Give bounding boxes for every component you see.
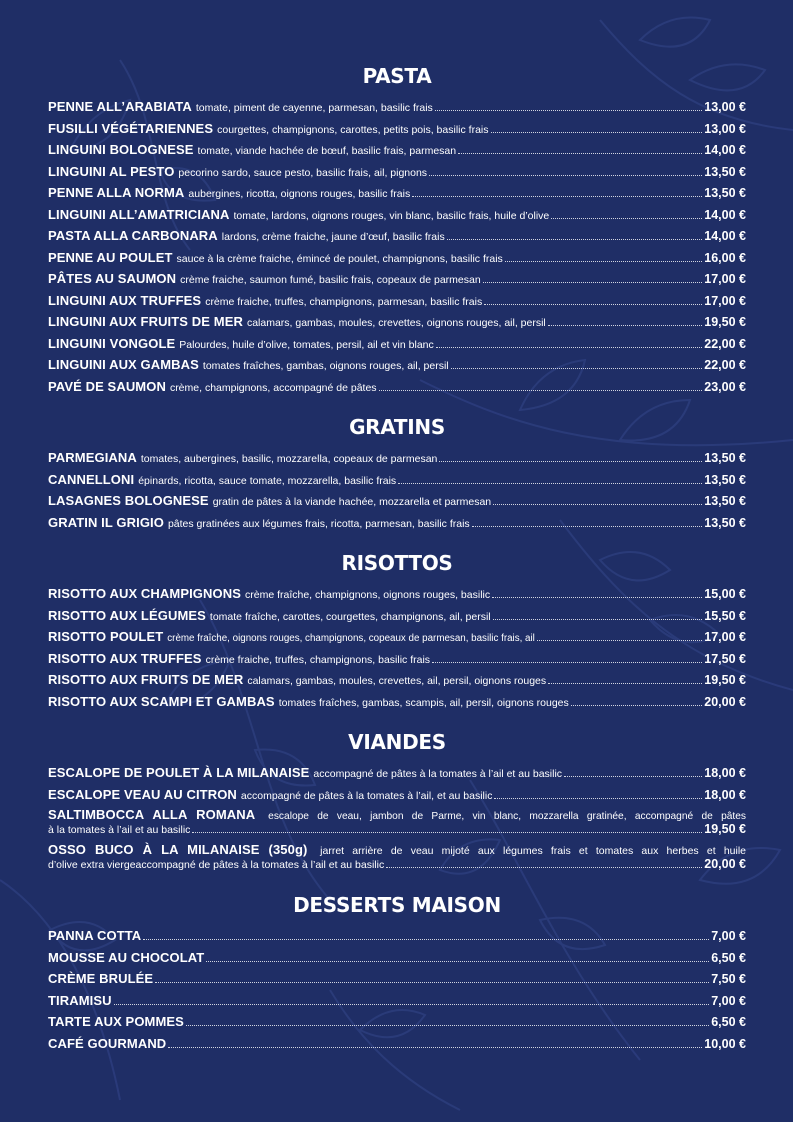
- item-price: 14,00 €: [704, 207, 746, 222]
- menu-item: [48, 583, 746, 605]
- item-name: CANNELLONI: [48, 471, 135, 487]
- item-desc: crème fraîche, oignons rouges, champignons, copeaux de parmesan, basilic frais, ail: [167, 633, 535, 644]
- item-price: 10,00 €: [704, 1036, 746, 1051]
- dot-leader: [412, 196, 702, 197]
- item-price: 17,50 €: [704, 651, 746, 666]
- dot-leader: [429, 175, 702, 176]
- menu-item: [48, 784, 746, 806]
- dot-leader: [386, 867, 702, 868]
- item-name: LINGUINI AL PESTO: [48, 163, 175, 179]
- item-line: [48, 858, 746, 873]
- section-title: RISOTTOS: [341, 551, 453, 575]
- dot-leader: [548, 683, 702, 684]
- item-name: ESCALOPE VEAU AU CITRON: [48, 786, 237, 802]
- menu-item: [48, 762, 746, 784]
- item-name: RISOTTO AUX SCAMPI ET GAMBAS: [48, 693, 275, 709]
- dot-leader: [143, 939, 709, 940]
- menu-item: [48, 691, 746, 713]
- item-price: 18,00 €: [704, 766, 746, 780]
- dot-leader: [155, 982, 709, 983]
- item-desc: crème fraîche, champignons, oignons rouges, basilic: [244, 589, 491, 601]
- menu-item: [48, 1011, 746, 1033]
- item-desc: crème fraiche, truffes, champignons, parmesan, basilic frais: [205, 295, 483, 308]
- item-name: PASTA ALLA CARBONARA: [48, 228, 218, 243]
- dot-leader: [168, 1047, 702, 1048]
- menu-item: [48, 376, 746, 398]
- menu-item: [48, 947, 746, 969]
- dot-leader: [192, 832, 702, 833]
- item-desc: escalope de veau, jambon de Parme, vin blanc, mozzarella gratinée, accompagné de pâtes: [268, 811, 747, 822]
- dot-leader: [439, 461, 702, 462]
- menu-item: [48, 490, 746, 512]
- item-name: RISOTTO AUX CHAMPIGNONS: [48, 586, 241, 601]
- menu-item: [48, 268, 746, 290]
- section-gratins: [48, 413, 746, 533]
- item-name: FUSILLI VÉGÉTARIENNES: [48, 120, 214, 136]
- item-desc: jarret arrière de veau mijoté aux légumes frais et tomates aux herbes et huile: [320, 845, 746, 857]
- menu-item: [48, 669, 746, 691]
- spacer: [48, 875, 746, 891]
- item-line: [48, 808, 746, 823]
- menu-item: [48, 626, 746, 648]
- menu-item: [48, 96, 746, 118]
- dot-leader: [493, 504, 702, 505]
- dot-leader: [379, 390, 703, 391]
- item-price: 17,00 €: [704, 630, 746, 644]
- item-name: RISOTTO AUX FRUITS DE MER: [48, 672, 244, 687]
- item-name: PENNE ALLA NORMA: [48, 185, 185, 200]
- dot-leader: [484, 304, 702, 305]
- item-price: 17,00 €: [704, 272, 746, 286]
- item-name: GRATIN IL GRIGIO: [48, 514, 164, 530]
- menu-item: [48, 512, 746, 534]
- item-desc: tomates, aubergines, basilic, mozzarella, copeaux de parmesan: [140, 453, 438, 465]
- item-name: LINGUINI AUX GAMBAS: [48, 357, 199, 372]
- item-desc: accompagné de pâtes à la tomates à l’ail, et au basilic: [240, 789, 493, 802]
- item-name: OSSO BUCO À LA MILANAISE (350g): [48, 842, 308, 857]
- section-viandes: [48, 728, 746, 875]
- item-price: 19,50 €: [704, 673, 746, 687]
- item-line: [48, 843, 746, 858]
- item-price: 13,00 €: [704, 121, 746, 136]
- item-name: CAFÉ GOURMAND: [48, 1035, 167, 1051]
- dot-leader: [571, 705, 703, 706]
- item-price: 23,00 €: [704, 379, 746, 394]
- item-price: 20,00 €: [704, 857, 746, 871]
- dot-leader: [114, 1004, 710, 1005]
- item-desc: pâtes gratinées aux légumes frais, ricotta, parmesan, basilic frais: [167, 517, 470, 530]
- dot-leader: [472, 526, 703, 527]
- menu-item: [48, 161, 746, 183]
- section-title: DESSERTS MAISON: [293, 893, 501, 917]
- item-name: PENNE ALL’ARABIATA: [48, 99, 192, 114]
- item-desc: épinards, ricotta, sauce tomate, mozzarella, basilic frais: [138, 474, 397, 487]
- section-pasta: [48, 62, 746, 397]
- item-name: LINGUINI ALL’AMATRICIANA: [48, 206, 230, 222]
- item-price: 14,00 €: [704, 143, 746, 157]
- item-price: 7,00 €: [711, 929, 746, 943]
- dot-leader: [491, 132, 703, 133]
- item-desc: calamars, gambas, moules, crevettes, oignons rouges, ail, persil: [246, 317, 546, 329]
- item-price: 17,00 €: [704, 293, 746, 308]
- item-price: 7,50 €: [711, 972, 746, 986]
- section-risottos: [48, 549, 746, 712]
- item-price: 13,50 €: [704, 472, 746, 487]
- dot-leader: [492, 597, 702, 598]
- item-name: LASAGNES BOLOGNESE: [48, 493, 209, 508]
- item-desc: tomate, viande hachée de bœuf, basilic frais, parmesan: [197, 145, 457, 157]
- item-desc-continued: à la tomates à l’ail et au basilic: [48, 824, 191, 836]
- item-name: LINGUINI AUX FRUITS DE MER: [48, 314, 243, 329]
- item-price: 13,50 €: [704, 515, 746, 530]
- dot-leader: [432, 662, 702, 663]
- item-name: PAVÉ DE SAUMON: [48, 378, 166, 394]
- item-name: PARMEGIANA: [48, 450, 137, 465]
- item-price: 22,00 €: [704, 358, 746, 372]
- item-price: 6,50 €: [711, 950, 746, 965]
- item-desc-continued: d’olive extra viergeaccompagné de pâtes à la tomates à l’ail et au basilic: [48, 859, 385, 871]
- item-line: [48, 823, 746, 838]
- menu-item: [48, 990, 746, 1012]
- item-desc: calamars, gambas, moules, crevettes, ail, persil, oignons rouges: [247, 675, 547, 687]
- item-desc: Palourdes, huile d’olive, tomates, persil, ail et vin blanc: [179, 338, 434, 351]
- item-name: LINGUINI AUX TRUFFES: [48, 292, 202, 308]
- item-desc: tomate fraîche, carottes, courgettes, champignons, ail, persil: [209, 610, 491, 623]
- menu-item: [48, 840, 746, 875]
- item-name: PENNE AU POULET: [48, 249, 173, 265]
- menu: [48, 62, 746, 1054]
- item-desc: pecorino sardo, sauce pesto, basilic frais, ail, pignons: [178, 166, 428, 179]
- item-price: 18,00 €: [704, 787, 746, 802]
- item-price: 13,50 €: [704, 494, 746, 508]
- menu-item: [48, 182, 746, 204]
- item-name: TIRAMISU: [48, 992, 112, 1008]
- dot-leader: [458, 153, 702, 154]
- dot-leader: [206, 961, 709, 962]
- item-desc: aubergines, ricotta, oignons rouges, basilic frais: [188, 188, 411, 200]
- item-name: TARTE AUX POMMES: [48, 1014, 184, 1029]
- dot-leader: [548, 325, 703, 326]
- dot-leader: [398, 483, 702, 484]
- section-title: GRATINS: [349, 415, 445, 439]
- item-name: SALTIMBOCCA ALLA ROMANA: [48, 807, 256, 822]
- section-desserts: [48, 891, 746, 1054]
- menu-item: [48, 605, 746, 627]
- item-price: 13,50 €: [704, 451, 746, 465]
- item-desc: crème fraiche, saumon fumé, basilic frais, copeaux de parmesan: [180, 274, 481, 286]
- dot-leader: [451, 368, 703, 369]
- item-desc: sauce à la crème fraiche, émincé de poulet, champignons, basilic frais: [176, 252, 503, 265]
- item-name: CRÈME BRULÉE: [48, 971, 154, 986]
- item-desc: gratin de pâtes à la viande hachée, mozzarella et parmesan: [212, 496, 492, 508]
- item-name: LINGUINI VONGOLE: [48, 335, 176, 351]
- spacer: [48, 397, 746, 413]
- section-title: PASTA: [362, 64, 432, 88]
- menu-item: [48, 805, 746, 840]
- item-price: 19,50 €: [704, 315, 746, 329]
- item-price: 20,00 €: [704, 694, 746, 709]
- item-desc: lardons, crème fraiche, jaune d’œuf, basilic frais: [221, 231, 445, 243]
- menu-item: [48, 311, 746, 333]
- menu-item: [48, 290, 746, 312]
- dot-leader: [436, 347, 703, 348]
- dot-leader: [435, 110, 702, 111]
- item-price: 15,50 €: [704, 608, 746, 623]
- item-name: PANNA COTTA: [48, 928, 142, 943]
- dot-leader: [564, 776, 702, 777]
- menu-item: [48, 925, 746, 947]
- menu-item: [48, 469, 746, 491]
- item-price: 13,50 €: [704, 186, 746, 200]
- section-title: VIANDES: [348, 730, 446, 754]
- item-price: 22,00 €: [704, 336, 746, 351]
- dot-leader: [537, 640, 702, 641]
- spacer: [48, 533, 746, 549]
- menu-item: [48, 204, 746, 226]
- item-desc: crème fraiche, truffes, champignons, basilic frais: [205, 653, 431, 666]
- item-name: RISOTTO AUX LÉGUMES: [48, 607, 206, 623]
- menu-item: [48, 139, 746, 161]
- item-desc: tomates fraîches, gambas, scampis, ail, persil, oignons rouges: [278, 696, 569, 709]
- item-name: LINGUINI BOLOGNESE: [48, 142, 194, 157]
- menu-item: [48, 1033, 746, 1055]
- dot-leader: [494, 798, 702, 799]
- item-price: 6,50 €: [711, 1015, 746, 1029]
- item-price: 15,00 €: [704, 587, 746, 601]
- item-desc: tomate, lardons, oignons rouges, vin blanc, basilic frais, huile d’olive: [233, 209, 550, 222]
- item-name: PÂTES AU SAUMON: [48, 271, 177, 286]
- item-price: 16,00 €: [704, 250, 746, 265]
- item-name: RISOTTO POULET: [48, 629, 164, 644]
- item-price: 7,00 €: [711, 993, 746, 1008]
- menu-item: [48, 648, 746, 670]
- item-price: 13,50 €: [704, 164, 746, 179]
- item-desc: tomates fraîches, gambas, oignons rouges, ail, persil: [202, 360, 449, 372]
- dot-leader: [447, 239, 703, 240]
- item-price: 13,00 €: [704, 100, 746, 114]
- menu-item: [48, 225, 746, 247]
- dot-leader: [186, 1025, 709, 1026]
- item-desc: crème, champignons, accompagné de pâtes: [169, 381, 377, 394]
- item-name: RISOTTO AUX TRUFFES: [48, 650, 202, 666]
- menu-item: [48, 447, 746, 469]
- dot-leader: [551, 218, 702, 219]
- menu-item: [48, 118, 746, 140]
- item-name: MOUSSE AU CHOCOLAT: [48, 949, 205, 965]
- spacer: [48, 712, 746, 728]
- item-desc: tomate, piment de cayenne, parmesan, basilic frais: [195, 102, 433, 114]
- item-desc: accompagné de pâtes à la tomates à l’ail et au basilic: [313, 768, 563, 780]
- menu-item: [48, 333, 746, 355]
- dot-leader: [483, 282, 703, 283]
- menu-item: [48, 247, 746, 269]
- dot-leader: [493, 619, 703, 620]
- item-price: 14,00 €: [704, 229, 746, 243]
- item-desc: courgettes, champignons, carottes, petits pois, basilic frais: [217, 123, 489, 136]
- menu-item: [48, 354, 746, 376]
- item-name: ESCALOPE DE POULET À LA MILANAISE: [48, 765, 310, 780]
- item-price: 19,50 €: [704, 822, 746, 836]
- dot-leader: [505, 261, 703, 262]
- menu-item: [48, 968, 746, 990]
